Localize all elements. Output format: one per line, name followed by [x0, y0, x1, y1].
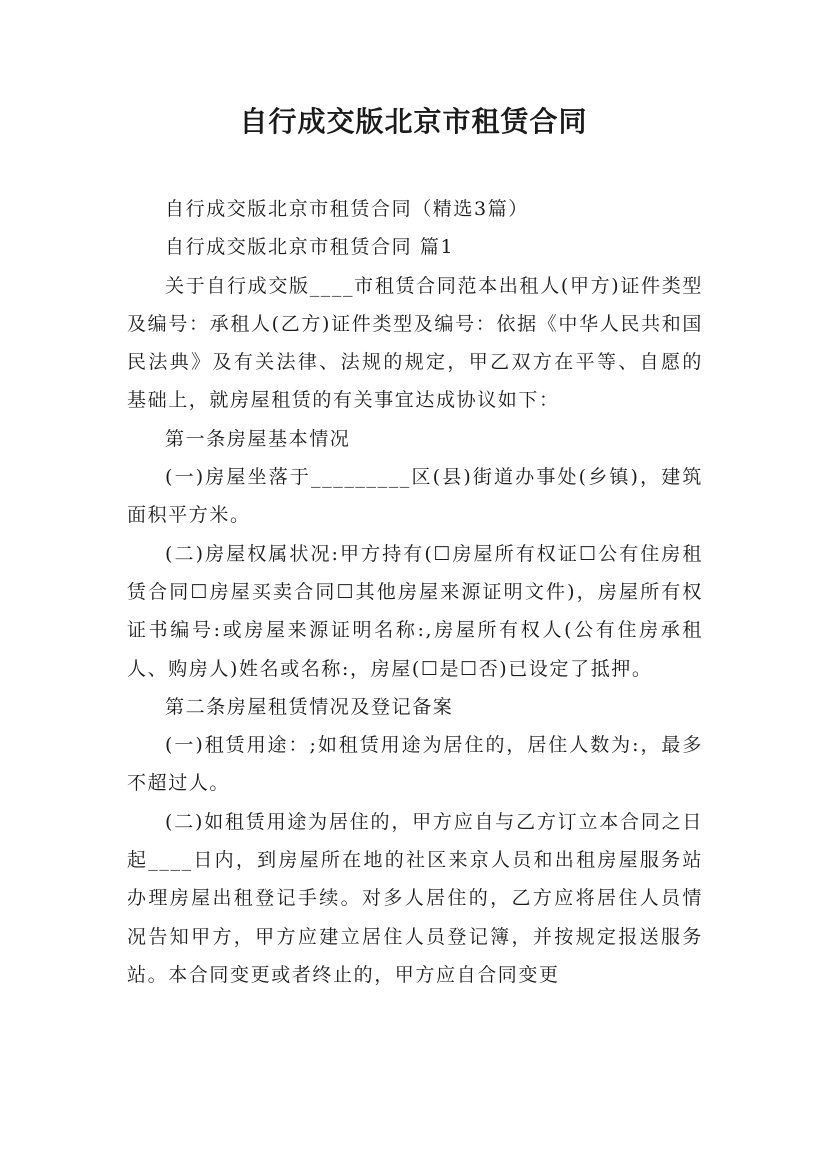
paragraph-subtitle: 自行成交版北京市租赁合同（精选3篇） [165, 198, 529, 220]
paragraph-section-heading: 自行成交版北京市租赁合同 篇1 [165, 236, 455, 259]
document-title: 自行成交版北京市租赁合同 [239, 105, 588, 138]
article-heading: 第一条房屋基本情况 [165, 427, 351, 450]
paragraph-clause: (一)租赁用途：;如租赁用途为居住的，居住人数为:，最多不超过人。 [127, 734, 703, 795]
paragraph-clause: (二)房屋权属状况:甲方持有(☐房屋所有权证☐公有住房租赁合同☐房屋买卖合同☐其他房屋来源证明文件)，房屋所有权证书编号:或房屋来源证明名称:,房屋所有权人(公有住房承租人、购房人)姓名或名称:，房屋(☐是☐否)已设定了抵押。 [127, 542, 703, 680]
paragraph-preamble: 关于自行成交版____市租赁合同范本出租人(甲方)证件类型及编号：承租人(乙方)证件类型及编号：依据《中华人民共和国民法典》及有关法律、法规的规定，甲乙双方在平等、自愿的基础上，就房屋租赁的有关事宜达成协议如下： [127, 274, 703, 412]
paragraph-clause: (一)房屋坐落于_________区(县)街道办事处(乡镇)，建筑面积平方米。 [127, 466, 703, 527]
paragraph-clause: (二)如租赁用途为居住的，甲方应自与乙方订立本合同之日起____日内，到房屋所在地的社区来京人员和出租房屋服务站办理房屋出租登记手续。对多人居住的，乙方应将居住人员情况告知甲方，甲方应建立居住人员登记簿，并按规定报送服务站。本合同变更或者终止的，甲方应自合同变更 [127, 810, 703, 986]
article-heading: 第二条房屋租赁情况及登记备案 [165, 695, 454, 718]
document-body [127, 190, 703, 994]
